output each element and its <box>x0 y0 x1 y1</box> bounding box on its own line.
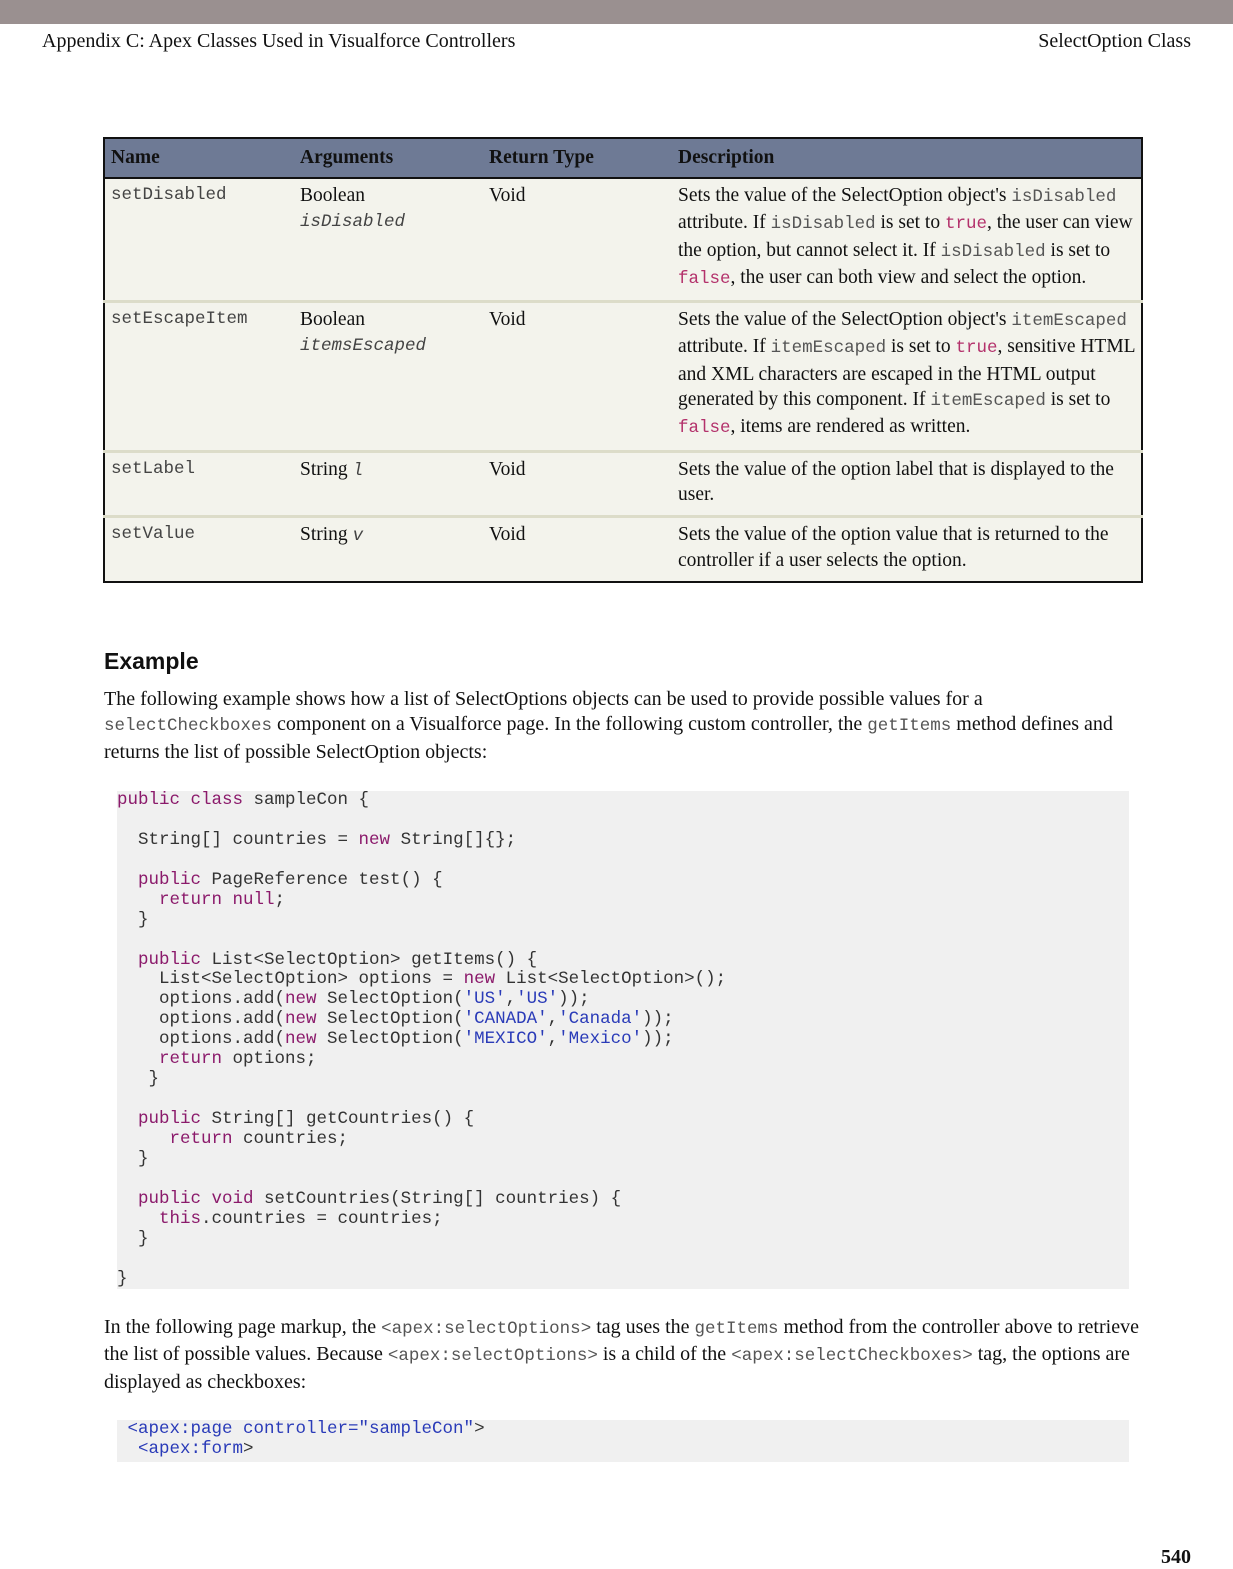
desc-text: attribute. If <box>678 336 771 358</box>
example-intro-paragraph <box>104 687 1144 765</box>
code-line <box>117 1250 1129 1270</box>
code-line <box>117 891 1129 911</box>
text-run: } <box>117 909 149 930</box>
desc-text: is set to <box>886 336 956 358</box>
desc-text: , the user can both view and select the option. <box>730 266 1087 288</box>
text-run: > <box>474 1419 485 1439</box>
controller-code-block <box>117 791 1129 1289</box>
code-line <box>117 951 1129 971</box>
page-number: 540 <box>1161 1546 1191 1568</box>
code-line <box>117 931 1129 951</box>
code-line <box>117 1010 1129 1030</box>
code-keyword: public void <box>138 1188 254 1209</box>
text-run: , <box>547 1009 559 1030</box>
text-run: method from the controller above to retrieve the list of possible values. Because <box>104 1316 1139 1366</box>
methods-table <box>103 137 1143 583</box>
code-keyword: public <box>138 1109 202 1129</box>
text-run: List<SelectOption>(); <box>495 969 727 990</box>
text-run: List<SelectOption> getItems() { <box>201 949 538 970</box>
text-run: , <box>547 1029 559 1050</box>
code-keyword: return <box>169 1128 233 1149</box>
desc-text: Sets the value of the option value that is returned to the controller if a user selects the option. <box>678 524 1109 571</box>
desc-text: , sensitive HTML and XML characters are escaped in the HTML output generated by this component. If <box>678 336 1135 411</box>
method-name-cell: setEscapeItem <box>104 302 294 451</box>
text-run: tag, the options are displayed as checkboxes: <box>104 1343 1130 1393</box>
col-header-name: Name <box>104 138 294 178</box>
desc-code: itemEscaped <box>770 338 887 359</box>
text-run: PageReference test() { <box>201 869 443 890</box>
text-run: )); <box>558 989 590 1010</box>
code-line <box>117 1090 1129 1110</box>
description-cell <box>672 517 1142 582</box>
text-run: String[]{}; <box>390 829 517 850</box>
table-row <box>104 451 1142 517</box>
code-string: 'US' <box>516 989 559 1010</box>
text-run: ; <box>274 889 286 910</box>
code-string: 'US' <box>463 989 506 1010</box>
text-run: options; <box>222 1049 317 1070</box>
desc-text: attribute. If <box>678 212 771 234</box>
text-run: )); <box>642 1009 674 1030</box>
table-row <box>104 302 1142 451</box>
code-keyword: public <box>138 869 202 890</box>
desc-text: Sets the value of the option label that is displayed to the user. <box>678 458 1114 505</box>
text-run: , <box>505 989 517 1010</box>
inline-tag: <apex:selectOptions> <box>387 1346 598 1367</box>
code-keyword: return <box>159 1049 223 1070</box>
text-run <box>117 1109 138 1129</box>
desc-code: itemEscaped <box>1011 311 1127 332</box>
desc-literal: true <box>944 214 987 235</box>
text-run: SelectOption( <box>316 1009 464 1030</box>
inline-code: selectCheckboxes <box>104 716 273 737</box>
text-run: component on a Visualforce page. In the following custom controller, the <box>272 713 868 736</box>
code-line <box>117 970 1129 990</box>
markup-intro-paragraph <box>104 1315 1144 1395</box>
code-line <box>117 1170 1129 1190</box>
text-run <box>117 1209 159 1229</box>
running-header-right: SelectOption Class <box>1038 30 1191 52</box>
code-string: 'Mexico' <box>558 1029 643 1050</box>
code-keyword: public <box>138 949 202 970</box>
code-keyword: new <box>285 1029 317 1050</box>
desc-text: is set to <box>1045 389 1111 411</box>
text-run: tag uses the <box>591 1316 695 1338</box>
code-string: 'CANADA' <box>463 1009 548 1030</box>
text-run: setCountries(String[] countries) { <box>253 1188 622 1209</box>
desc-text: is set to <box>1045 239 1111 261</box>
text-run: List<SelectOption> options = <box>117 969 464 990</box>
running-header-left: Appendix C: Apex Classes Used in Visualforce Controllers <box>42 30 516 52</box>
arguments-cell <box>294 517 483 582</box>
argument-type: Boolean <box>300 309 365 331</box>
description-cell <box>672 451 1142 517</box>
code-line <box>117 831 1129 851</box>
argument-type: Boolean <box>300 185 365 206</box>
code-line <box>117 1110 1129 1130</box>
arguments-cell <box>294 178 483 302</box>
arguments-cell <box>294 451 483 517</box>
code-line <box>117 851 1129 871</box>
col-header-description: Description <box>672 138 1142 178</box>
code-line <box>117 1230 1129 1250</box>
desc-text: , the user can view the option, but cannot select it. If <box>678 212 1133 261</box>
method-name-cell: setLabel <box>104 451 294 517</box>
desc-text: , items are rendered as written. <box>730 416 971 438</box>
example-heading: Example <box>104 648 199 674</box>
code-line <box>117 1440 1129 1460</box>
code-line <box>117 990 1129 1010</box>
inline-code: getItems <box>867 716 952 737</box>
code-line <box>117 1210 1129 1230</box>
code-line <box>117 871 1129 891</box>
code-line <box>117 791 1129 811</box>
text-run: options.add( <box>117 1009 286 1030</box>
code-line <box>117 1420 1129 1440</box>
inline-tag: <apex:selectCheckboxes> <box>731 1346 973 1367</box>
desc-code: isDisabled <box>770 214 876 235</box>
code-string: <apex:page controller="sampleCon" <box>117 1419 475 1439</box>
code-string: 'MEXICO' <box>463 1029 548 1050</box>
text-run: method defines and returns the list of possible SelectOption objects: <box>104 713 1113 763</box>
code-line <box>117 811 1129 831</box>
text-run: > <box>243 1438 254 1459</box>
code-keyword: return null <box>159 889 275 910</box>
desc-text: Sets the value of the SelectOption object's <box>678 185 1012 206</box>
return-type-cell: Void <box>483 302 672 451</box>
desc-code: isDisabled <box>1011 187 1117 207</box>
code-line <box>117 1150 1129 1170</box>
text-run <box>117 1129 170 1149</box>
code-line <box>117 1030 1129 1050</box>
text-run: options.add( <box>117 989 286 1010</box>
desc-code: itemEscaped <box>930 391 1046 412</box>
code-string: <apex:form <box>117 1438 244 1459</box>
text-run: } <box>117 1268 128 1289</box>
code-line <box>117 1070 1129 1090</box>
code-keyword: new <box>358 829 391 850</box>
return-type-cell: Void <box>483 517 672 582</box>
text-run: )); <box>642 1029 674 1050</box>
argument-name: isDisabled <box>300 212 406 233</box>
code-keyword: new <box>285 989 317 1010</box>
code-line <box>117 1130 1129 1150</box>
argument-type: String <box>300 458 348 480</box>
argument-name: l <box>352 460 364 481</box>
text-run <box>117 1049 159 1069</box>
arguments-cell <box>294 302 483 451</box>
col-header-return-type: Return Type <box>483 138 672 178</box>
desc-literal: false <box>678 418 731 439</box>
col-header-arguments: Arguments <box>294 138 483 178</box>
desc-text: Sets the value of the SelectOption object's <box>678 309 1012 331</box>
text-run <box>117 1189 138 1209</box>
markup-code-block <box>117 1420 1129 1462</box>
description-cell <box>672 302 1142 451</box>
text-run: In the following page markup, the <box>104 1316 382 1338</box>
code-keyword: new <box>285 1009 317 1030</box>
argument-name: itemsEscaped <box>300 336 427 357</box>
text-run <box>117 870 138 890</box>
text-run <box>117 890 159 910</box>
argument-name: v <box>352 526 364 547</box>
code-line <box>117 1190 1129 1210</box>
text-run: sampleCon { <box>243 790 370 810</box>
text-run: String[] getCountries() { <box>201 1109 475 1129</box>
desc-code: isDisabled <box>940 241 1046 262</box>
table-row <box>104 178 1142 302</box>
text-run: is a child of the <box>597 1343 732 1366</box>
method-name-cell: setValue <box>104 517 294 582</box>
top-bar <box>0 0 1233 24</box>
inline-code: getItems <box>694 1319 779 1339</box>
code-line <box>117 1270 1129 1290</box>
code-keyword: new <box>463 969 496 990</box>
return-type-cell: Void <box>483 451 672 517</box>
text-run: countries; <box>232 1128 349 1149</box>
text-run: options.add( <box>117 1029 286 1050</box>
text-run: SelectOption( <box>316 1029 464 1050</box>
text-run: } <box>117 1228 149 1249</box>
method-name-cell: setDisabled <box>104 178 294 302</box>
text-run: .countries = countries; <box>201 1208 443 1229</box>
text-run: String[] countries = <box>117 829 359 850</box>
desc-literal: false <box>678 268 731 289</box>
table-header-row <box>104 138 1142 178</box>
desc-literal: true <box>955 338 998 359</box>
code-keyword: public class <box>117 790 244 810</box>
text-run: The following example shows how a list of SelectOptions objects can be used to provide possible values for a <box>104 688 983 710</box>
inline-tag: <apex:selectOptions> <box>381 1319 592 1339</box>
return-type-cell: Void <box>483 178 672 302</box>
text-run: SelectOption( <box>316 989 464 1010</box>
code-line <box>117 911 1129 931</box>
code-string: 'Canada' <box>558 1009 643 1030</box>
code-keyword: this <box>159 1208 202 1229</box>
table-row <box>104 517 1142 582</box>
description-cell <box>672 178 1142 302</box>
desc-text: is set to <box>875 212 945 234</box>
text-run: } <box>117 1069 160 1090</box>
code-line <box>117 1050 1129 1070</box>
text-run <box>117 950 138 970</box>
text-run: } <box>117 1148 149 1169</box>
argument-type: String <box>300 524 348 546</box>
